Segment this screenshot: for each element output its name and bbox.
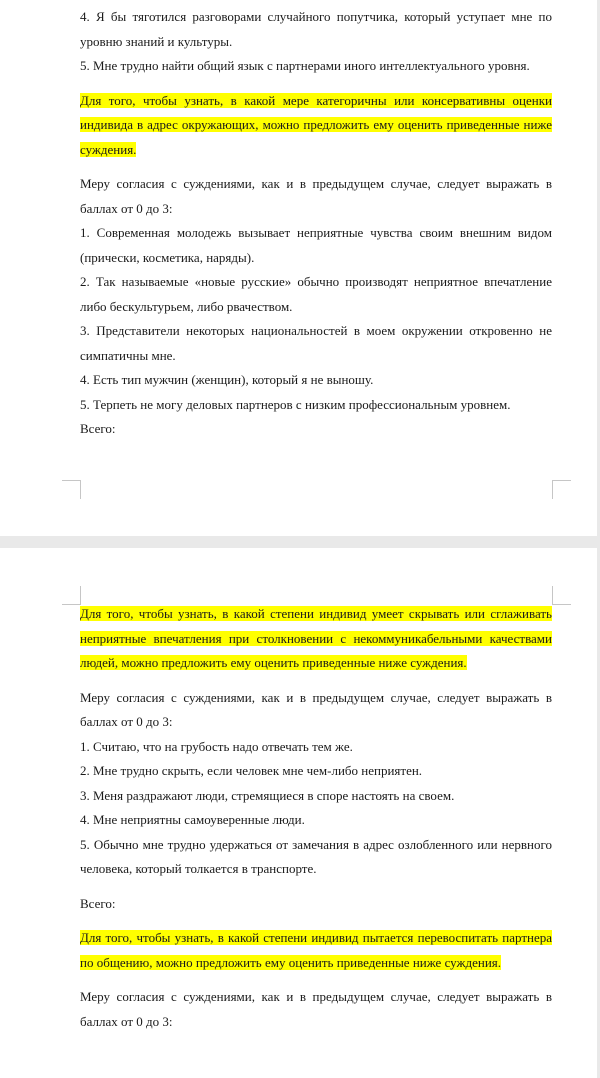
highlighted-text[interactable]: Для того, чтобы узнать, в какой мере категоричны или консервативны оценки индивида в адрес окружающих, можно предложить ему оценить приведенные ниже суждения. [80, 92, 552, 157]
paragraph-item: 4. Есть тип мужчин (женщин), который я не выношу. [80, 372, 374, 387]
highlighted-text[interactable]: Для того, чтобы узнать, в какой степени индивид пытается перевоспитать партнера по общению, можно предложить ему оценить приведенные ниже суждения. [80, 930, 552, 970]
paragraph-item: 4. Я бы тяготился разговорами случайного попутчика, который уступает мне по уровню знаний и культуры. [80, 9, 552, 49]
highlighted-text[interactable]: Для того, чтобы узнать, в какой степени индивид умеет скрывать или сглаживать неприятные впечатления при столкновении с некоммуникабельными качествами людей, можно предложить ему оценить приведенные ниже суждения. [80, 606, 552, 670]
document-page-2 [0, 548, 597, 1078]
page-1-text [80, 5, 552, 442]
paragraph-item: 3. Представители некоторых национальностей в моем окружении откровенно не симпатичны мне. [80, 323, 552, 363]
paragraph-item: 3. Меня раздражают люди, стремящиеся в споре настоять на своем. [80, 787, 455, 803]
paragraph-item: 2. Так называемые «новые русские» обычно производят неприятное впечатление либо бескультурьем, либо рвачеством. [80, 274, 552, 314]
document-page-1 [0, 0, 597, 536]
intro-paragraph: Меру согласия с суждениями, как и в предыдущем случае, следует выражать в баллах от 0 до 3: [80, 989, 552, 1029]
highlighted-paragraph [80, 89, 552, 163]
intro-paragraph: Меру согласия с суждениями, как и в предыдущем случае, следует выражать в баллах от 0 до 3: [80, 689, 552, 729]
margin-corner-top-right [552, 586, 571, 605]
margin-corner-top-left [62, 586, 81, 605]
margin-corner-bottom-right [552, 480, 571, 499]
paragraph-item: 4. Мне неприятны самоуверенные люди. [80, 812, 305, 827]
paragraph-item: 2. Мне трудно скрыть, если человек мне чем-либо неприятен. [80, 763, 423, 778]
highlighted-paragraph [80, 926, 552, 975]
paragraph-item: 1. Современная молодежь вызывает неприятные чувства своим внешним видом (прически, косметика, наряды). [80, 225, 552, 265]
intro-paragraph: Меру согласия с суждениями, как и в предыдущем случае, следует выражать в баллах от 0 до 3: [80, 176, 552, 216]
paragraph-item: 5. Мне трудно найти общий язык с партнерами иного интеллектуального уровня. [80, 58, 530, 73]
margin-corner-bottom-left [62, 480, 81, 499]
total-label: Всего: [80, 895, 116, 911]
paragraph-item: 5. Терпеть не могу деловых партнеров с низким профессиональным уровнем. [80, 396, 511, 412]
total-label: Всего: [80, 421, 116, 436]
paragraph-item: 1. Считаю, что на грубость надо отвечать тем же. [80, 738, 353, 754]
page-2-text [80, 602, 552, 1034]
paragraph-item: 5. Обычно мне трудно удержаться от замечания в адрес озлобленного или нервного человека, который толкается в транспорте. [80, 836, 552, 876]
highlighted-paragraph [80, 602, 552, 676]
